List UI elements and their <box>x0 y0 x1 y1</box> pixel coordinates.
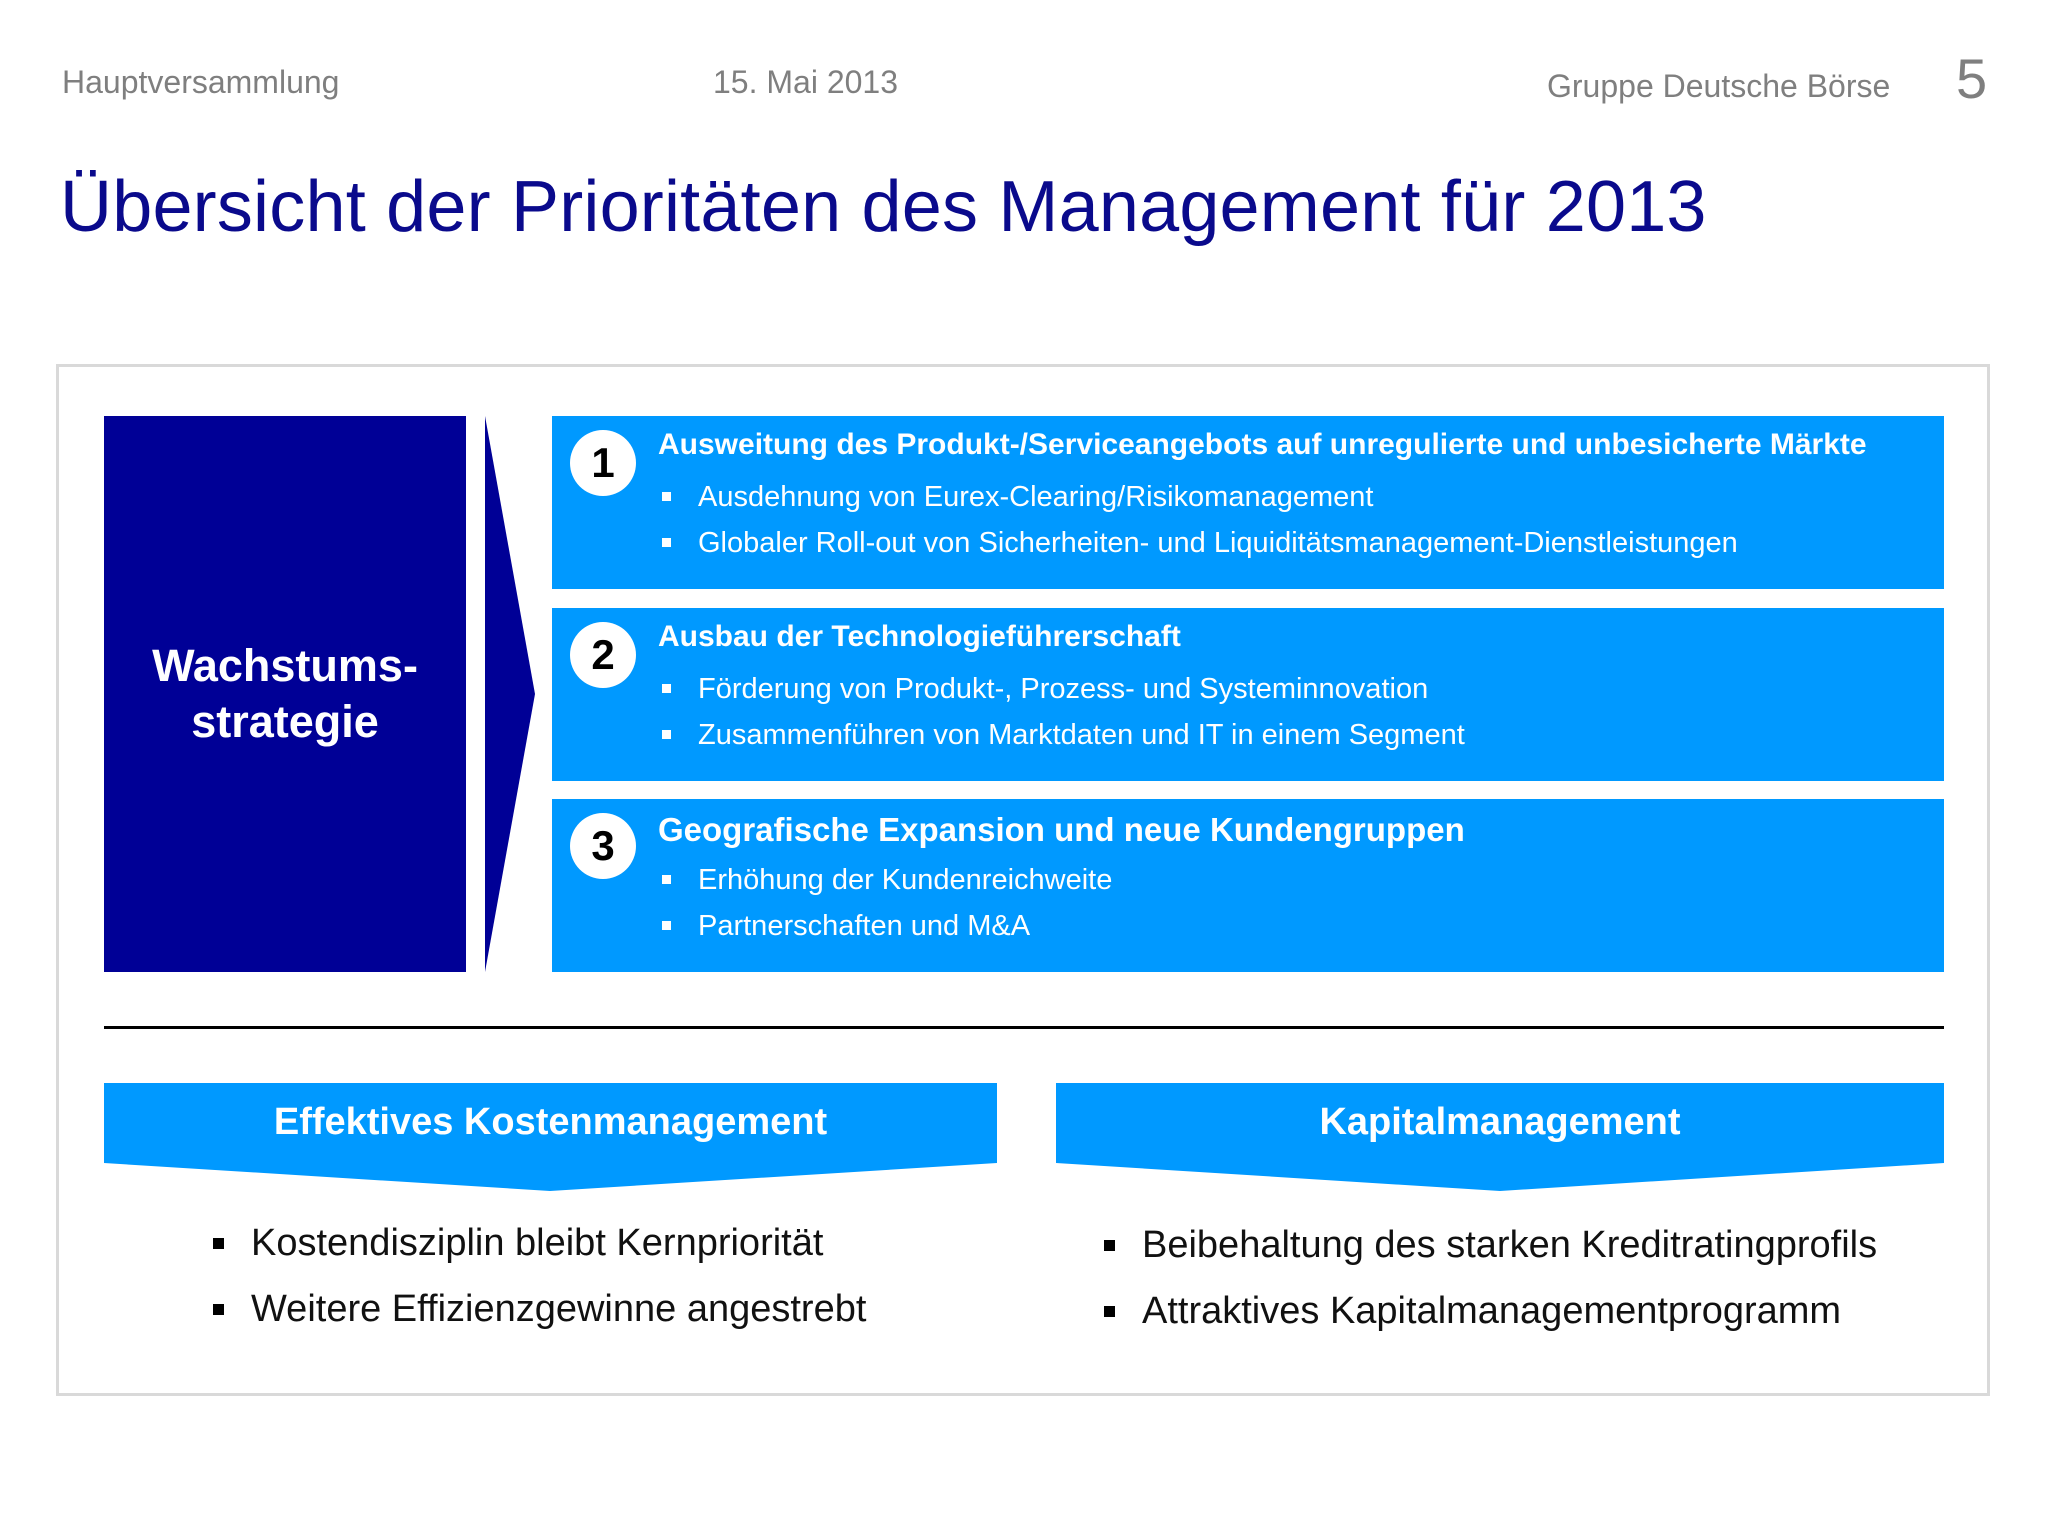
priority-bullet-list <box>658 857 1112 949</box>
capital-management-label: Kapitalmanagement <box>1319 1101 1681 1143</box>
capital-management-banner <box>1056 1083 1944 1191</box>
header-company: Gruppe Deutsche Börse <box>1547 68 1891 104</box>
priority-bullet: Zusammenführen von Marktdaten und IT in einem Segment <box>658 712 1465 758</box>
priority-box-3 <box>552 799 1944 972</box>
header-date: 15. Mai 2013 <box>713 64 899 100</box>
priority-bullet-list <box>658 666 1465 758</box>
page-title: Übersicht der Prioritäten des Management für 2013 <box>60 167 1707 247</box>
page-number: 5 <box>1956 47 1988 110</box>
priority-box-2 <box>552 608 1944 781</box>
priority-heading: Ausweitung des Produkt-/Serviceangebots auf unregulierte und unbesicherte Märkte <box>658 428 1867 461</box>
cost-bullet: Kostendisziplin bleibt Kernpriorität <box>211 1210 866 1276</box>
priority-box-1 <box>552 416 1944 589</box>
priority-bullet: Förderung von Produkt-, Prozess- und Systeminnovation <box>658 666 1465 712</box>
priority-number-badge: 3 <box>570 813 636 879</box>
priority-bullet: Ausdehnung von Eurex-Clearing/Risikomanagement <box>658 474 1738 520</box>
priority-bullet-list <box>658 474 1738 566</box>
header-event: Hauptversammlung <box>62 64 340 100</box>
priority-heading: Geografische Expansion und neue Kundengruppen <box>658 811 1465 848</box>
priority-heading: Ausbau der Technologieführerschaft <box>658 620 1181 653</box>
cost-management-bullets <box>211 1210 866 1342</box>
priority-bullet: Partnerschaften und M&A <box>658 903 1112 949</box>
capital-bullet: Beibehaltung des starken Kreditratingprofils <box>1102 1212 1877 1278</box>
chevron-arrow-icon <box>485 416 535 972</box>
capital-bullet: Attraktives Kapitalmanagementprogramm <box>1102 1278 1877 1344</box>
cost-management-label: Effektives Kostenmanagement <box>273 1101 828 1143</box>
priority-number-badge: 2 <box>570 622 636 688</box>
priority-bullet: Erhöhung der Kundenreichweite <box>658 857 1112 903</box>
priority-number-badge: 1 <box>570 430 636 496</box>
section-divider <box>104 1026 1944 1029</box>
cost-bullet: Weitere Effizienzgewinne angestrebt <box>211 1276 866 1342</box>
strategy-box <box>104 416 466 972</box>
priority-bullet: Globaler Roll-out von Sicherheiten- und Liquiditätsmanagement-Dienstleistungen <box>658 520 1738 566</box>
strategy-label: Wachstums- strategie <box>152 640 418 747</box>
cost-management-banner <box>104 1083 997 1191</box>
capital-management-bullets <box>1102 1212 1877 1344</box>
